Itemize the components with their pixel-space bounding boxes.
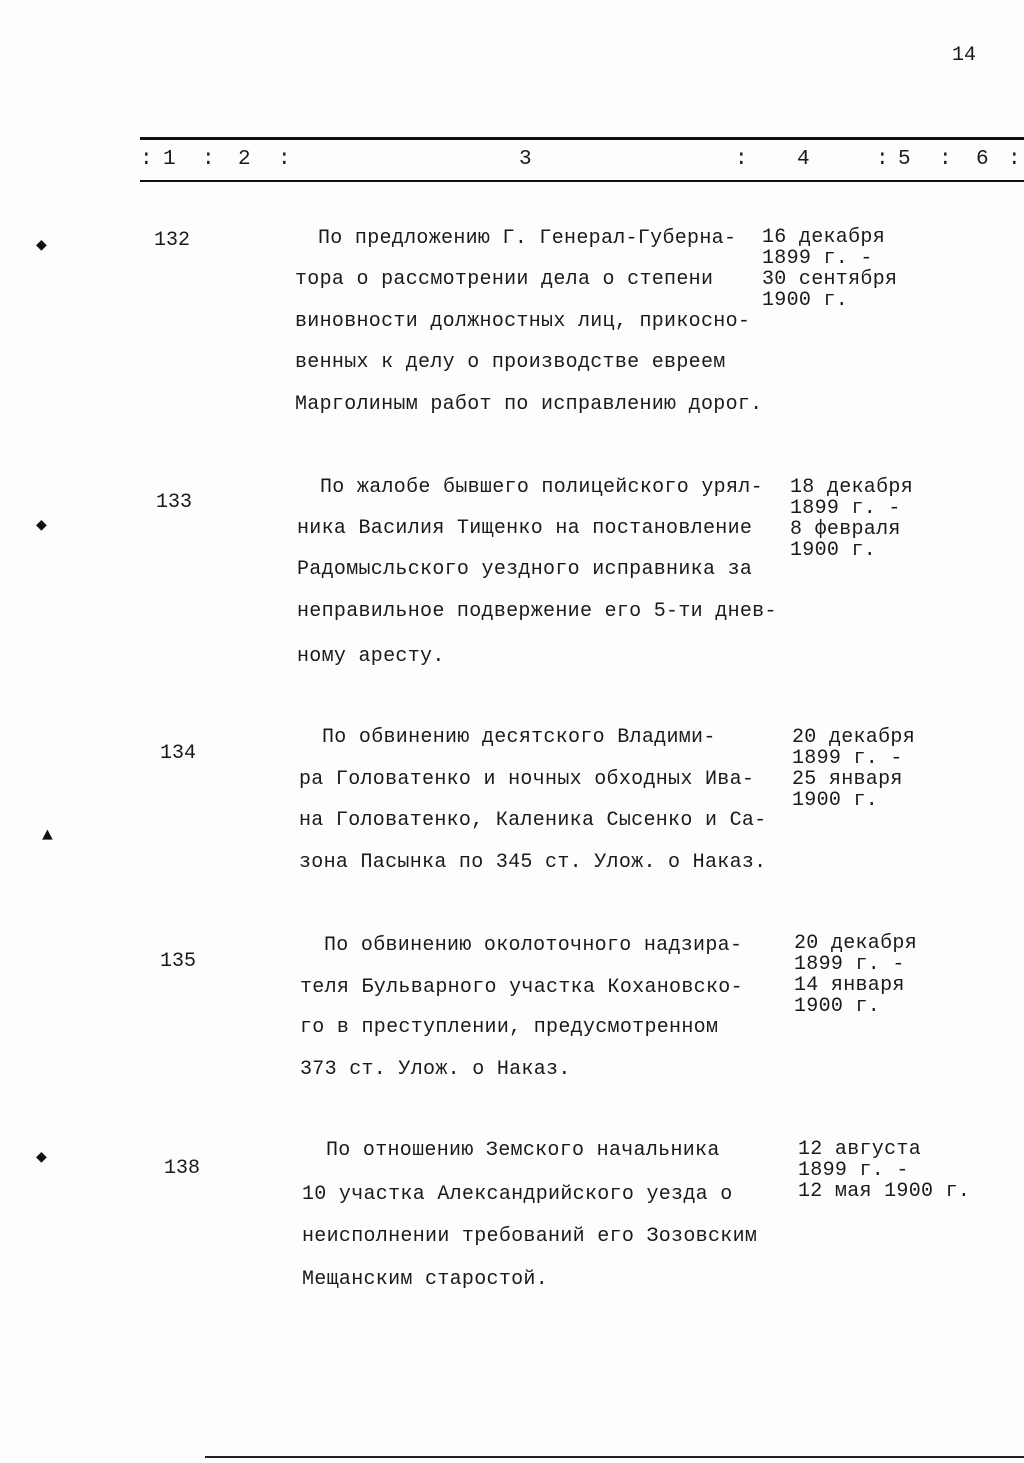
record-description-line: По жалобе бывшего полицейского урял- <box>320 476 763 499</box>
record-description-line: По обвинению околоточного надзира- <box>324 934 743 957</box>
record-date-line: 1900 г. <box>792 789 879 812</box>
record-description-line: ра Головатенко и ночных обходных Ива- <box>299 768 755 791</box>
record-description-line: го в преступлении, предусмотренном <box>300 1016 719 1039</box>
record-description-line: По отношению Земского начальника <box>326 1139 720 1162</box>
record-date-line: 14 января <box>794 974 905 997</box>
record-description-line: на Головатенко, Каленика Сысенко и Са- <box>299 809 767 832</box>
record-date-line: 30 сентября <box>762 268 898 291</box>
margin-mark-icon: ▲ <box>42 826 53 846</box>
margin-mark-icon: ◆ <box>36 1148 47 1168</box>
column-header-5: 5 <box>898 148 911 171</box>
record-date-line: 1900 г. <box>790 539 877 562</box>
record-description-line: Радомысльского уездного исправника за <box>297 558 753 581</box>
record-description-line: виновности должностных лиц, прикосно- <box>295 310 751 333</box>
record-description-line: Мещанским старостой. <box>302 1268 549 1291</box>
record-number: 138 <box>164 1157 201 1180</box>
record-description-line: По предложению Г. Генерал-Губерна- <box>318 227 737 250</box>
record-description-line: неправильное подвержение его 5-ти днев- <box>297 600 777 623</box>
record-description-line: теля Бульварного участка Кохановско- <box>300 976 743 999</box>
record-number: 135 <box>160 950 197 973</box>
header-separator: : <box>939 148 952 171</box>
record-description-line: тора о рассмотрении дела о степени <box>295 268 714 291</box>
record-description-line: 10 участка Александрийского уезда о <box>302 1183 733 1206</box>
record-date-line: 18 декабря <box>790 476 914 499</box>
record-description-line: неисполнении требований его Зозовским <box>302 1225 758 1248</box>
record-number: 134 <box>160 742 197 765</box>
record-number: 133 <box>156 491 193 514</box>
column-header-3: 3 <box>519 148 532 171</box>
record-date-line: 1900 г. <box>762 289 849 312</box>
record-date-line: 20 декабря <box>794 932 918 955</box>
bottom-edge-line <box>205 1456 1024 1458</box>
record-date-line: 1899 г. - <box>762 247 873 270</box>
record-date-line: 12 мая 1900 г. <box>798 1180 971 1203</box>
column-header-6: 6 <box>976 148 989 171</box>
header-separator: : <box>140 148 153 171</box>
page-number: 14 <box>952 44 977 67</box>
header-separator: : <box>1008 148 1021 171</box>
column-header-4: 4 <box>797 148 810 171</box>
record-description-line: зона Пасынка по 345 ст. Улож. о Наказ. <box>299 851 767 874</box>
record-date-line: 16 декабря <box>762 226 886 249</box>
record-date-line: 1899 г. - <box>798 1159 909 1182</box>
header-separator: : <box>876 148 889 171</box>
record-date-line: 1899 г. - <box>790 497 901 520</box>
header-separator: : <box>278 148 291 171</box>
record-description-line: ному аресту. <box>297 645 445 668</box>
column-header-1: 1 <box>163 148 176 171</box>
record-description-line: По обвинению десятского Владими- <box>322 726 716 749</box>
record-date-line: 12 августа <box>798 1138 922 1161</box>
column-header-2: 2 <box>238 148 251 171</box>
margin-mark-icon: ◆ <box>36 236 47 256</box>
record-description-line: ника Василия Тищенко на постановление <box>297 517 753 540</box>
header-rule-top <box>140 137 1024 140</box>
header-separator: : <box>202 148 215 171</box>
header-separator: : <box>735 148 748 171</box>
margin-mark-icon: ◆ <box>36 516 47 536</box>
record-date-line: 8 февраля <box>790 518 901 541</box>
record-date-line: 1900 г. <box>794 995 881 1018</box>
record-number: 132 <box>154 229 191 252</box>
record-description-line: 373 ст. Улож. о Наказ. <box>300 1058 571 1081</box>
record-date-line: 1899 г. - <box>792 747 903 770</box>
header-rule-bottom <box>140 180 1024 182</box>
record-date-line: 25 января <box>792 768 903 791</box>
record-date-line: 20 декабря <box>792 726 916 749</box>
record-date-line: 1899 г. - <box>794 953 905 976</box>
record-description-line: венных к делу о производстве евреем <box>295 351 726 374</box>
record-description-line: Марголиным работ по исправлению дорог. <box>295 393 763 416</box>
